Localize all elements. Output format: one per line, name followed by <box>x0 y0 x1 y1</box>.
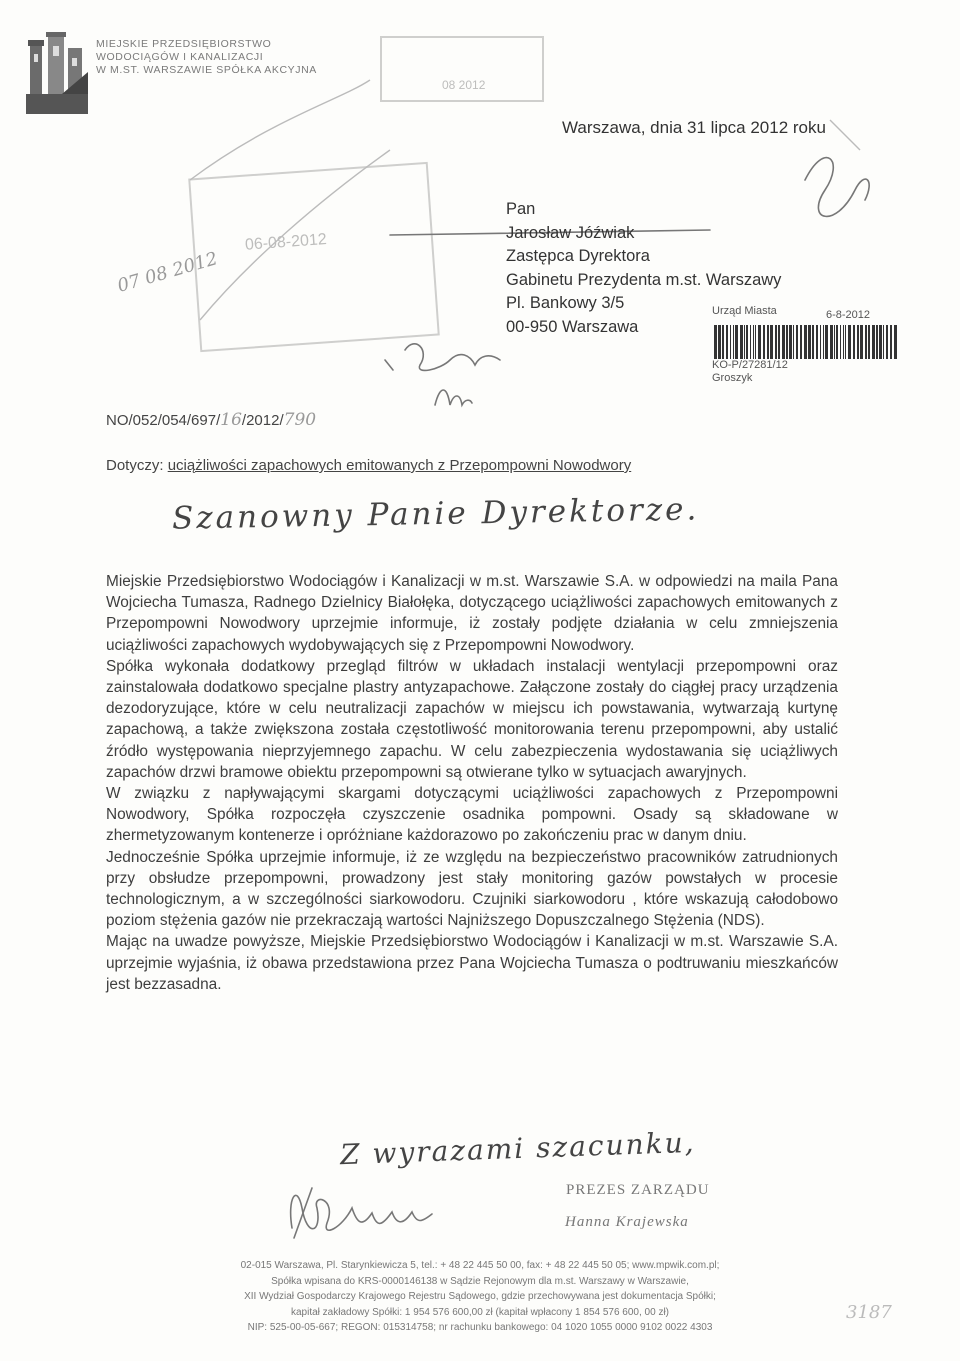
company-name-line: WODOCIĄGÓW I KANALIZACJI <box>96 51 264 63</box>
company-name-line: W M.ST. WARSZAWIE SPÓŁKA AKCYJNA <box>96 64 317 76</box>
signature <box>282 1178 462 1248</box>
barcode-label <box>712 305 904 385</box>
recipient-line: Zastępca Dyrektora <box>506 247 650 265</box>
handwritten-date-stamp: 07 08 2012 <box>115 248 220 297</box>
footer-line: kapitał zakładowy Spółki: 1 954 576 600,00 zł (kapitał wpłacony 1 854 576 600, 00 zł) <box>290 1306 670 1318</box>
barcode-office: Urząd Miasta <box>712 305 777 317</box>
body-paragraph: W związku z napływającymi skargami dotyczącymi uciążliwości zapachowych z Przepompowni Nowodwory, Spółka rozpoczęła czyszczenie osadnika pompowni. Osady są składowane w zhermetyzowanym kontenerze i opróżniane każdorazowo po zakończeniu prac w danym dniu. <box>106 785 838 845</box>
signatory-name: Hanna Krajewska <box>565 1214 689 1230</box>
recipient-name: Jarosław Jóźwiak <box>506 223 635 242</box>
body-paragraph: Mając na uwadze powyższe, Miejskie Przedsiębiorstwo Wodociągów i Kanalizacji w m.st. Warszawie S.A. uprzejmie wyjaśnia, iż obawa przedstawiona przez Pana Wojciecha Tumasza o podtruwaniu mieszkańców jest bezzasadna. <box>106 933 838 993</box>
body-paragraph: Miejskie Przedsiębiorstwo Wodociągów i Kanalizacji w m.st. Warszawie S.A. w odpowiedzi na maila Pana Wojciecha Tumasza, Radnego Dzielnicy Białołęka, dotyczącego uciążliwości zapachowych emitowanych z Przepompowni Nowodwory uprzejmie informuje, iż zostały podjęte działania w celu zmniejszenia uciążliwości zapachowych wydobywających się z Przepompowni Nowodwory. <box>106 573 838 654</box>
reference-prefix: NO/052/054/697/ <box>106 412 221 429</box>
letter-date: Warszawa, dnia 31 lipca 2012 roku <box>562 118 826 137</box>
letter-footer <box>160 1258 800 1336</box>
handwritten-closing: Z wyrazami szacunku, <box>339 1125 697 1172</box>
subject-label: Dotyczy: <box>106 457 164 474</box>
letter-body <box>106 571 838 995</box>
recipient-line: Pl. Bankowy 3/5 <box>506 294 625 312</box>
body-paragraph: Jednocześnie Spółka uprzejmie informuje, iż ze względu na bezpieczeństwo pracowników zatrudnionych przy obsłudze przepompowni, prowadzony jest stały monitoring gazów powstałych w procesie technologicznym, a w szczególności siarkowodoru. Czujniki siarkowodoru , które wskazują całodobowo poziom stężenia gazów nie przekraczają wartości Najniższego Dopuszczalnego Stężenia (NDS). <box>106 848 838 930</box>
handwritten-greeting: Szanowny Panie Dyrektorze. <box>171 491 700 537</box>
reference-number <box>106 410 316 430</box>
recipient-line: Pan <box>506 200 536 218</box>
reference-handwritten: 16 <box>220 410 242 430</box>
barcode <box>712 325 902 359</box>
subject-text: uciążliwości zapachowych emitowanych z Przepompowni Nowodwory <box>167 457 632 474</box>
stamp-date: 08 2012 <box>442 78 486 92</box>
signatory-title: PREZES ZARZĄDU <box>566 1182 710 1198</box>
footer-line: NIP: 525-00-05-667; REGON: 015314758; nr rachunku bankowego: 04 1020 1055 0000 9102 0022 4303 <box>247 1322 713 1333</box>
footer-line: XII Wydział Gospodarczy Krajowego Rejestru Sądowego, gdzie przechowywana jest dokumentacja Spółki; <box>244 1291 716 1302</box>
barcode-clerk: Groszyk <box>712 372 753 384</box>
company-name-line: MIEJSKIE PRZEDSIĘBIORSTWO <box>96 38 272 50</box>
company-logo <box>26 32 90 116</box>
reference-handwritten-suffix: 790 <box>283 410 317 430</box>
stamp-date: 06-08-2012 <box>244 231 328 254</box>
recipient-line: Gabinetu Prezydenta m.st. Warszawy <box>506 270 782 289</box>
barcode-date: 6-8-2012 <box>826 309 871 321</box>
recipient-line: 00-950 Warszawa <box>506 317 639 336</box>
body-paragraph: Spółka wykonała dodatkowy przegląd filtrów w układach instalacji wentylacji przepompowni oraz zainstalowała dodatkowo specjalne plastry antyzapachowe. Załączone zostały do ciągłej pracy urządzenia dezodoryzujące, które w celu neutralizacji zapachów w miejscu ich powstawania, wytwarzają kurtynę zapachową, a także zwiększona została częstotliwość monitorowania terenu przepompowni, aby ustalić źródło występowania nieprzyjemnego zapachu. W celu zabezpieczenia wydostawania się uciążliwych zapachów drzwi bramowe obiektu przepompowni są otwierane tylko w sytuacjach awaryjnych. <box>106 657 838 781</box>
footer-line: 02-015 Warszawa, Pl. Starynkiewicza 5, tel.: + 48 22 445 50 00, fax: + 48 22 445 50 05; www.mpwik.com.pl; <box>240 1260 720 1271</box>
footer-line: Spółka wpisana do KRS-0000146138 w Sądzie Rejonowym dla m.st. Warszawy w Warszawie, <box>271 1275 689 1287</box>
subject-line <box>106 457 631 474</box>
barcode-number: KO-P/27281/12 <box>712 359 788 371</box>
reference-year: /2012/ <box>241 412 284 429</box>
handwritten-page-mark: 3187 <box>846 1302 892 1323</box>
